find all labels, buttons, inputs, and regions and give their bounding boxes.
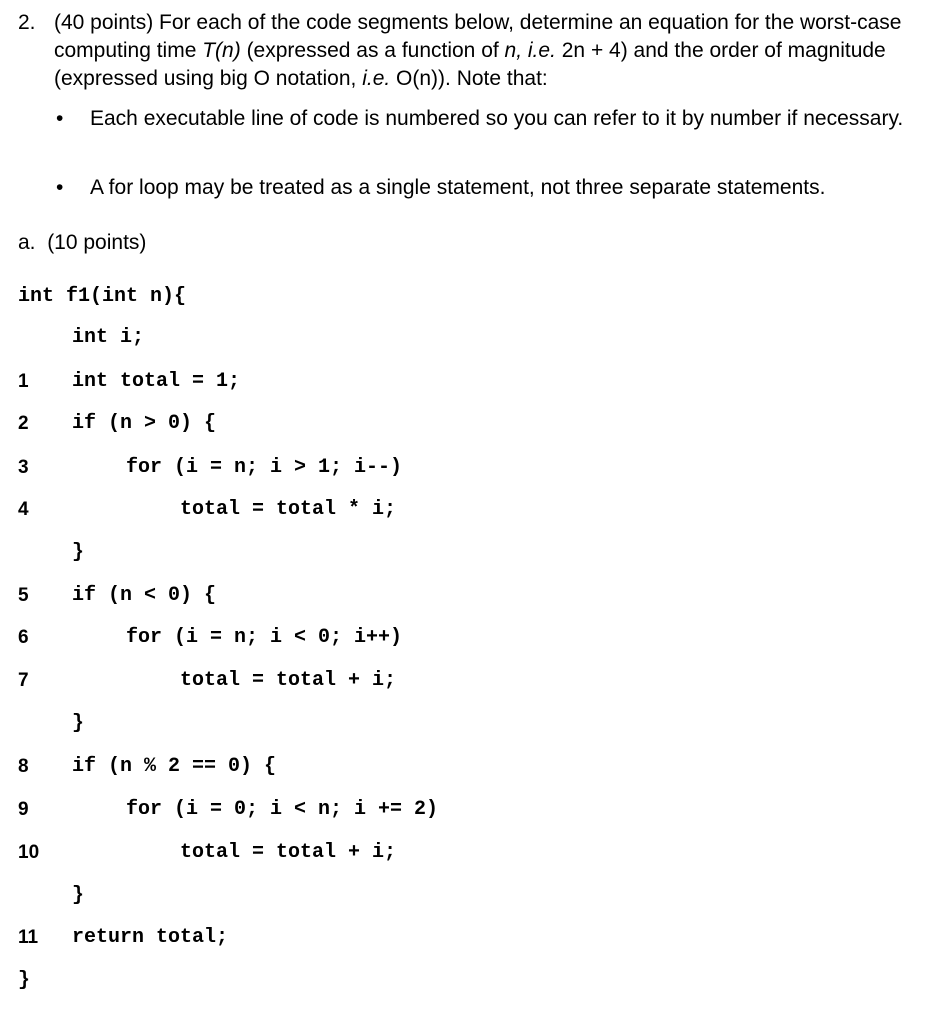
- code-line-text: if (n > 0) {: [72, 412, 217, 435]
- code-line-number: 9: [18, 799, 29, 820]
- code-line-number: 3: [18, 457, 29, 478]
- code-line-text: total = total * i;: [180, 498, 397, 521]
- part-letter: a.: [18, 231, 36, 254]
- code-line-text: if (n < 0) {: [72, 584, 217, 607]
- part-label: [18, 229, 146, 257]
- code-line-number: 4: [18, 499, 29, 520]
- question-points: (40 points): [54, 11, 154, 34]
- question-intro-part1: For each of the code segments below, determine an equation for the worst-case computing time: [54, 11, 902, 62]
- tn-term: T(n): [202, 39, 241, 62]
- code-line-text: for (i = n; i > 1; i--): [126, 456, 403, 479]
- code-line-text: if (n % 2 == 0) {: [72, 755, 277, 778]
- n-variable: n, i.e.: [504, 39, 556, 62]
- question-intro-part2: (expressed as a function of: [240, 39, 505, 62]
- question-prompt: [54, 9, 934, 93]
- ie-abbrev: i.e.: [362, 67, 391, 90]
- bullet-icon: •: [56, 107, 64, 130]
- code-line-text: int i;: [72, 326, 145, 349]
- bullet-text: Each executable line of code is numbered so you can refer to it by number if necessary.: [90, 107, 904, 130]
- code-line-number: 10: [18, 842, 40, 863]
- code-line-text: for (i = n; i < 0; i++): [126, 626, 403, 649]
- code-line-text: int total = 1;: [72, 370, 241, 393]
- code-function-header: int f1(int n){: [18, 285, 187, 308]
- code-line-number: 1: [18, 371, 29, 392]
- code-line-number: 5: [18, 585, 29, 606]
- code-line-number: 11: [18, 927, 39, 948]
- code-line-number: 6: [18, 627, 29, 648]
- question-intro-part3: 2n + 4) and the order of magnitude (expressed using big O notation,: [54, 39, 886, 90]
- question-intro-part4: O(n)). Note that:: [390, 67, 548, 90]
- code-line-text: }: [72, 884, 85, 907]
- code-line-text: }: [72, 712, 85, 735]
- code-line-text: }: [72, 541, 85, 564]
- part-points: (10 points): [47, 231, 147, 254]
- code-line-text: for (i = 0; i < n; i += 2): [126, 798, 439, 821]
- code-line-number: 8: [18, 756, 29, 777]
- code-line-number: 2: [18, 413, 29, 434]
- code-line-text: total = total + i;: [180, 841, 397, 864]
- code-function-footer: }: [18, 969, 31, 992]
- code-line-text: return total;: [72, 926, 229, 949]
- code-line-number: 7: [18, 670, 29, 691]
- bullet-icon: •: [56, 176, 64, 199]
- code-line-text: total = total + i;: [180, 669, 397, 692]
- bullet-text: A for loop may be treated as a single statement, not three separate statements.: [90, 176, 826, 199]
- question-number: 2.: [18, 11, 36, 34]
